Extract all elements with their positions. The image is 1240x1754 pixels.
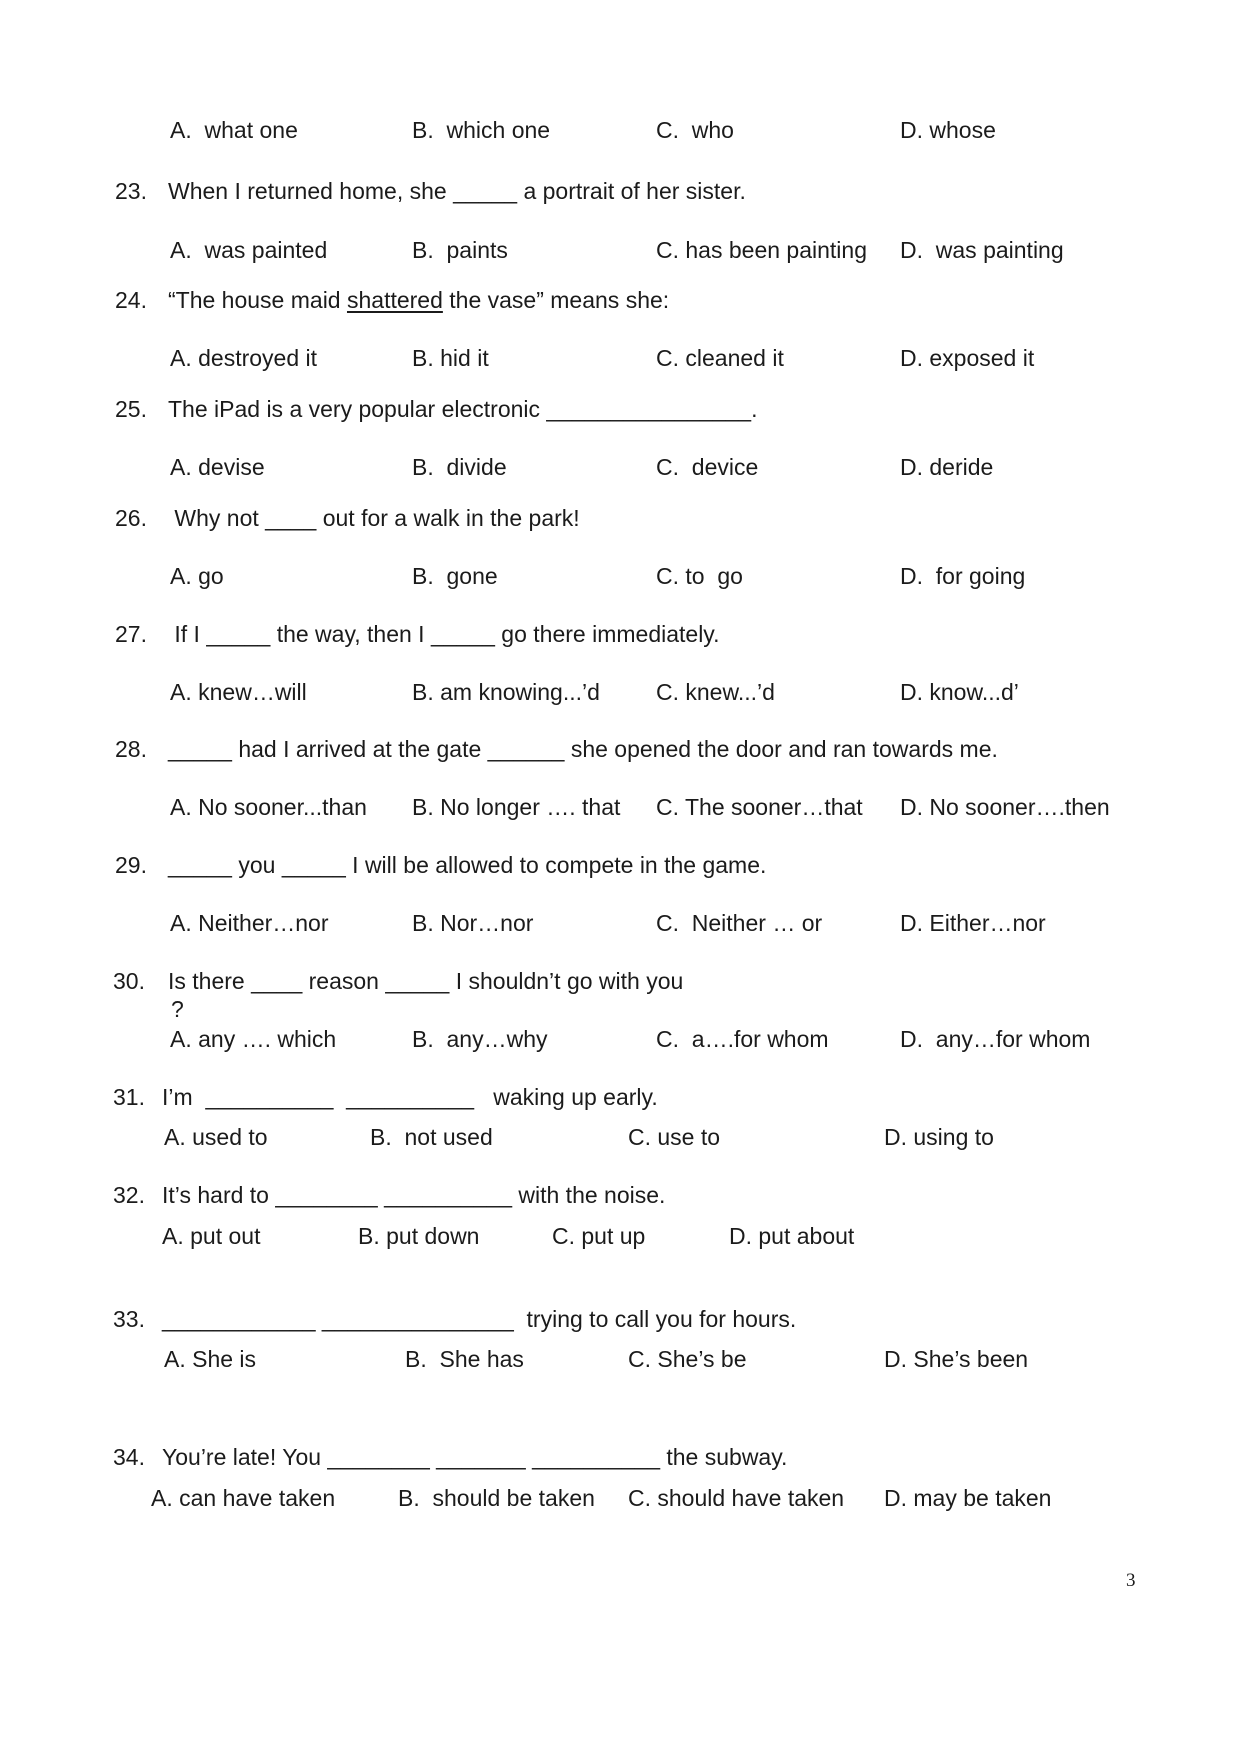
question-number: 30.	[113, 968, 145, 994]
option-a: A. was painted	[170, 237, 328, 263]
question-text: The iPad is a very popular electronic ________________.	[168, 396, 758, 422]
option-b: B. gone	[412, 563, 498, 589]
question-number: 27.	[115, 621, 147, 647]
option-b: B. divide	[412, 454, 507, 480]
option-a: A. can have taken	[151, 1485, 336, 1511]
question-text: I’m __________ __________ waking up early.	[162, 1084, 658, 1110]
question-text-before: “The house maid	[168, 287, 347, 313]
option-c: C. to go	[656, 563, 743, 589]
option-a: A. used to	[164, 1124, 268, 1150]
option-d: D. She’s been	[884, 1346, 1029, 1372]
option-a: A. any …. which	[170, 1026, 337, 1052]
question-number: 28.	[115, 736, 147, 762]
option-d: D. any…for whom	[900, 1026, 1091, 1052]
question-number: 31.	[113, 1084, 145, 1110]
option-a: A. No sooner...than	[170, 794, 367, 820]
option-c: C. a….for whom	[656, 1026, 829, 1052]
option-c: C. The sooner…that	[656, 794, 863, 820]
option-c: C. should have taken	[628, 1485, 845, 1511]
option-a: A. what one	[170, 117, 298, 143]
option-d: D. was painting	[900, 237, 1064, 263]
question-number: 24.	[115, 287, 147, 313]
option-a: A. Neither…nor	[170, 910, 329, 936]
option-a: A. put out	[162, 1223, 261, 1249]
option-d: D. exposed it	[900, 345, 1035, 371]
page-number: 3	[1126, 1570, 1136, 1591]
question-text: _____ had I arrived at the gate ______ she opened the door and ran towards me.	[168, 736, 998, 762]
option-a: A. She is	[164, 1346, 257, 1372]
underlined-word: shattered	[346, 287, 443, 313]
option-a: A. destroyed it	[170, 345, 318, 371]
question-number: 33.	[113, 1306, 145, 1332]
option-b: B. put down	[358, 1223, 480, 1249]
question-number: 34.	[113, 1444, 145, 1470]
question-text: If I _____ the way, then I _____ go there immediately.	[168, 621, 720, 647]
option-c: C. knew...’d	[656, 679, 775, 705]
option-c: C. device	[656, 454, 759, 480]
question-text: ____________ _______________ trying to call you for hours.	[162, 1306, 797, 1332]
option-d: D. know...d’	[900, 679, 1019, 705]
question-text: You’re late! You ________ _______ __________ the subway.	[162, 1444, 788, 1470]
option-c: C. Neither … or	[656, 910, 823, 936]
question-number: 26.	[115, 505, 147, 531]
option-b: B. which one	[412, 117, 551, 143]
question-text: It’s hard to ________ __________ with the noise.	[162, 1182, 666, 1208]
question-number: 23.	[115, 178, 147, 204]
question-text-continuation: ?	[171, 996, 184, 1022]
option-b: B. am knowing...’d	[412, 679, 600, 705]
option-b: B. No longer …. that	[412, 794, 621, 820]
question-text: Why not ____ out for a walk in the park!	[168, 505, 580, 531]
option-d: D. Either…nor	[900, 910, 1046, 936]
option-c: C. use to	[628, 1124, 721, 1150]
option-d: D. for going	[900, 563, 1026, 589]
option-b: B. should be taken	[398, 1485, 595, 1511]
option-b: B. paints	[412, 237, 508, 263]
option-a: A. devise	[170, 454, 265, 480]
option-b: B. any…why	[412, 1026, 548, 1052]
option-d: D. may be taken	[884, 1485, 1052, 1511]
option-b: B. Nor…nor	[412, 910, 534, 936]
option-a: A. go	[170, 563, 224, 589]
question-number: 32.	[113, 1182, 145, 1208]
option-c: C. put up	[552, 1223, 646, 1249]
option-d: D. No sooner….then	[900, 794, 1110, 820]
option-b: B. not used	[370, 1124, 493, 1150]
question-number: 29.	[115, 852, 147, 878]
question-text	[168, 287, 669, 313]
option-b: B. hid it	[412, 345, 489, 371]
option-d: D. deride	[900, 454, 994, 480]
question-text: _____ you _____ I will be allowed to compete in the game.	[168, 852, 767, 878]
question-text: When I returned home, she _____ a portrait of her sister.	[168, 178, 746, 204]
option-d: D. using to	[884, 1124, 994, 1150]
option-b: B. She has	[405, 1346, 524, 1372]
option-d: D. whose	[900, 117, 996, 143]
question-number: 25.	[115, 396, 147, 422]
option-a: A. knew…will	[170, 679, 307, 705]
option-d: D. put about	[729, 1223, 855, 1249]
question-text-after: the vase” means she:	[442, 287, 670, 313]
option-c: C. has been painting	[656, 237, 867, 263]
option-c: C. She’s be	[628, 1346, 747, 1372]
option-c: C. cleaned it	[656, 345, 784, 371]
option-c: C. who	[656, 117, 734, 143]
question-text: Is there ____ reason _____ I shouldn’t go with you	[168, 968, 684, 994]
